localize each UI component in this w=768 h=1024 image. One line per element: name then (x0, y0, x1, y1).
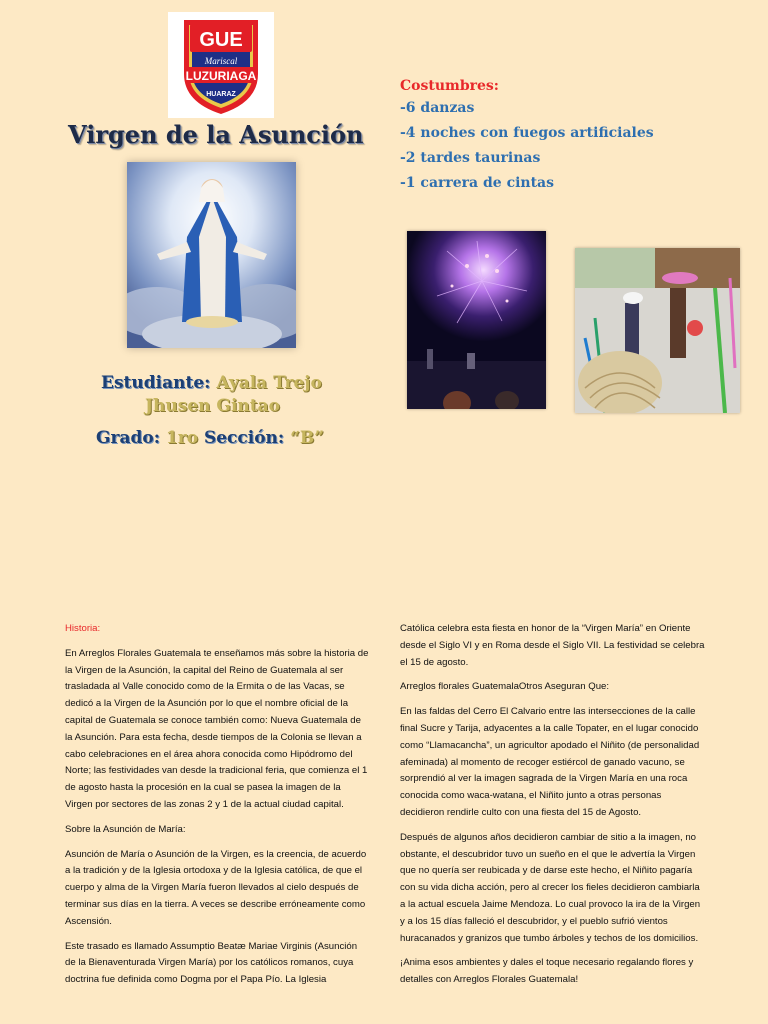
logo-top-text: GUE (199, 29, 243, 51)
paragraph: Católica celebra esta fiesta en honor de la “Virgen María” en Oriente desde el Siglo VI y en Roma desde el Siglo VII. La festividad se celebra el 15 de agosto. (400, 623, 705, 668)
school-crest-icon (168, 12, 274, 118)
paragraph: En las faldas del Cerro El Calvario entre las intersecciones de la calle final Sucre y Tarija, adyacentes a la calle Topater, en el lugar conocido como “Llamacancha”, un agricultor apodado el Niñito (de personalidad afeminada) al momento de recoger estiércol de ganado vacuno, se sorprendió al ver la imagen sagrada de la Virgen María en una roca conocida como waca-watana, el Niñito junto a otras personas decidieron rendirle culto con una fiesta del 15 de Agosto. (400, 706, 700, 818)
historia-heading: Historia: (65, 623, 101, 634)
paragraph: En Arreglos Florales Guatemala te enseñamos más sobre la historia de la Virgen de la Asunción, la capital del Reino de Guatemala al ser trasladada al Valle conocido como de la Ermita o de las Vacas, se dedicó a la Virgen de la Asunción por lo que el nombre oficial de la capital de Guatemala se conoce también como: Nueva Guatemala de la Asunción. Para esta fecha, desde tiempos de la Colonia se llevan a cabo celebraciones en el área ahora conocida como Hipódromo del Norte; las festividades van desde la tradicional feria, que comienza el 1 de agosto hasta la procesión en la cual se pasea la imagen de la Virgen por sectores de las zonas 2 y 1 de la actual ciudad capital. (65, 647, 369, 810)
student-label: Estudiante: (101, 373, 211, 393)
virgin-image (127, 162, 296, 348)
paragraph: Después de algunos años decidieron cambiar de sitio a la imagen, no obstante, el descubridor tuvo un sueño en el que le advertía la Virgen que no quería ser reubicada y de darse este hecho, el Niñito pagaría con su vida dicha acción, pero al crecer los fieles decidieron cambiarla a la actual escuela Jaime Mendoza. Lo cual provoco la ira de la Virgen y a los 15 días falleció el descubridor, y el pueblo sufrió vientos huracanados y granizos que tumbo árboles y techos de los domicilios. (400, 831, 701, 944)
student-name-line2: Jhusen Gintao (145, 396, 280, 416)
grado-value: 1ro (165, 428, 199, 448)
paragraph: Este trasado es llamado Assumptio Beatæ Mariae Virginis (Asunción de la Bienaventurada Virgen María) por los católicos romanos, cuya doctrina fue definida como Dogma por el Papa Pío. La Iglesia (65, 940, 358, 986)
historia-right-column (400, 621, 706, 997)
paragraph: Sobre la Asunción de María: (65, 823, 186, 835)
paragraph: Asunción de María o Asunción de la Virgen, es la creencia, de acuerdo a la tradición y de la Iglesia ortodoxa y de la Iglesia católica, de que el cuerpo y alma de la Virgen María fueron llevados al cielo después de terminar sus días en la tierra. A veces se describe erróneamente como Ascensión. (65, 848, 367, 927)
paragraph: ¡Anima esos ambientes y dales el toque necesario regalando flores y detalles con Arreglos Florales Guatemala! (400, 957, 694, 986)
dance-photo (575, 248, 740, 413)
paragraph: Arreglos florales GuatemalaOtros Aseguran Que: (400, 681, 610, 693)
student-info (101, 372, 322, 418)
fireworks-photo (407, 231, 546, 409)
school-logo (168, 12, 274, 118)
costumbres-list (400, 78, 654, 200)
costumbres-item: -1 carrera de cintas (400, 175, 555, 191)
costumbres-heading: Costumbres: (400, 78, 499, 94)
costumbres-item: -2 tardes taurinas (400, 150, 541, 166)
student-name-line1: Ayala Trejo (216, 373, 322, 393)
logo-bottom-text: HUARAZ (206, 91, 236, 98)
page-title: Virgen de la Asunción (68, 120, 364, 149)
grade-info (96, 428, 324, 448)
costumbres-item: -4 noches con fuegos artificiales (400, 125, 654, 141)
historia-left-column (65, 621, 369, 997)
logo-middle-text: Mariscal (204, 56, 238, 66)
seccion-value: “B” (290, 428, 325, 448)
grado-label: Grado: (96, 428, 160, 448)
costumbres-item: -6 danzas (400, 100, 475, 116)
logo-main-text: LUZURIAGA (185, 69, 257, 83)
seccion-label: Sección: (203, 428, 285, 448)
